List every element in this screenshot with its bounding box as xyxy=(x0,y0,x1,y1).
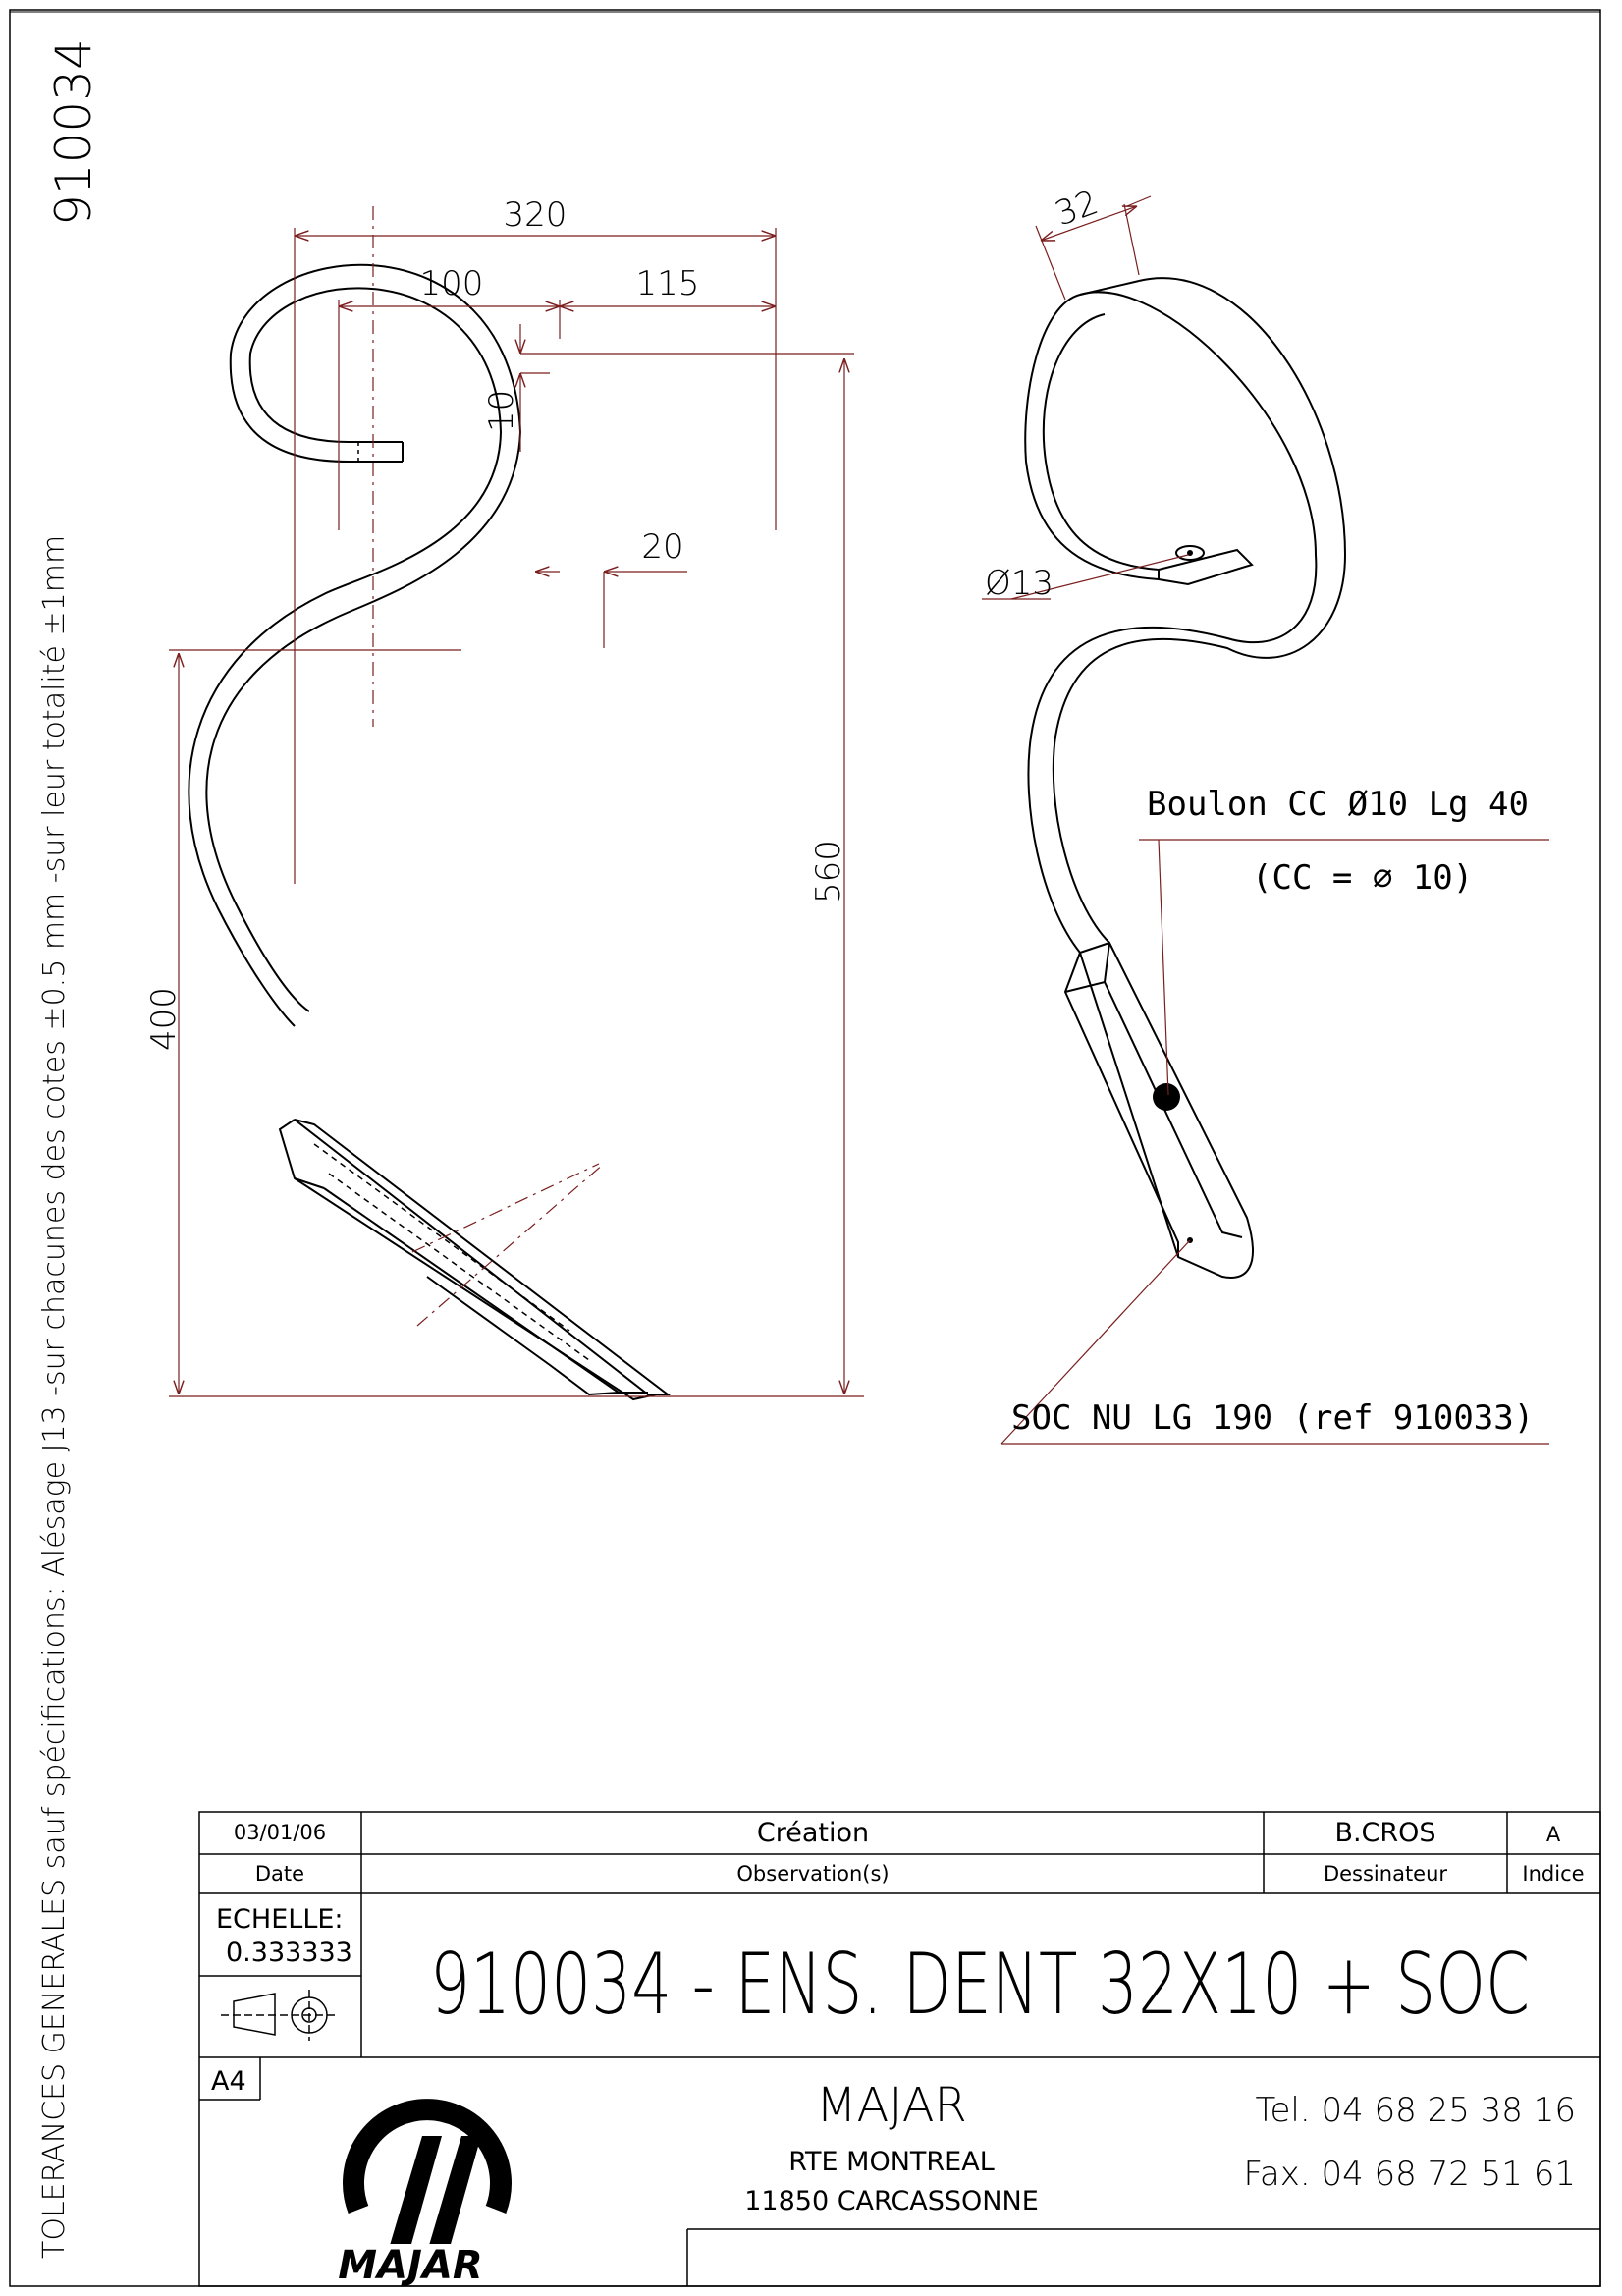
svg-text:TOLERANCES GENERALES sauf spéc: TOLERANCES GENERALES sauf spécifications: Alésage J13 -sur chacunes des cotes ±0.5 mm -sur leur totalité ±1mm xyxy=(37,534,72,2259)
share-callout: SOC NU LG 190 (ref 910033) xyxy=(1011,1398,1535,1438)
dim-32 xyxy=(1050,183,1103,234)
dim-560 xyxy=(809,840,848,903)
share-outline xyxy=(295,1120,668,1394)
bolt-detail-callout: (CC = ⌀ 10) xyxy=(1252,858,1474,898)
iso-hole-tab xyxy=(1159,550,1252,584)
address-line-1: RTE MONTREAL xyxy=(788,2147,995,2177)
iso-mid xyxy=(1028,292,1316,953)
address-line-2: 11850 CARCASSONNE xyxy=(744,2186,1039,2216)
dim-320: 320 xyxy=(503,195,568,235)
dim-10 xyxy=(482,390,521,432)
majar-logo xyxy=(304,2109,515,2288)
tine-inner-curve xyxy=(250,288,501,442)
observation-label: Observation(s) xyxy=(736,1862,890,1886)
svg-text:MAJAR: MAJAR xyxy=(338,2243,483,2288)
tine-inner-shank xyxy=(189,432,501,1026)
tine-outer-shank xyxy=(206,432,520,1011)
svg-text:10: 10 xyxy=(482,389,521,432)
iso-outer xyxy=(1054,278,1345,943)
index-label: Indice xyxy=(1522,1862,1585,1886)
date-label: Date xyxy=(254,1862,305,1886)
tine-elevation-view xyxy=(189,265,668,1399)
scale-label: ECHELLE: xyxy=(216,1904,344,1935)
dim-100: 100 xyxy=(419,264,484,303)
tolerances-note xyxy=(37,535,72,2259)
date-value: 03/01/06 xyxy=(233,1821,327,1844)
drawing-title: 910034 - ENS. DENT 32X10 + SOC xyxy=(430,1936,1530,2034)
designer-label: Dessinateur xyxy=(1323,1862,1448,1886)
dim-20: 20 xyxy=(641,527,684,567)
bolt-callout: Boulon CC Ø10 Lg 40 xyxy=(1147,785,1529,824)
dim-400 xyxy=(144,987,184,1051)
center-lines xyxy=(373,206,604,1326)
svg-text:910034: 910034 xyxy=(45,38,102,226)
paper-size: A4 xyxy=(211,2066,246,2097)
svg-text:560: 560 xyxy=(809,840,848,903)
designer-value: B.CROS xyxy=(1334,1818,1436,1848)
projection-symbol-icon xyxy=(221,1990,339,2041)
tine-isometric-view xyxy=(1025,278,1345,1278)
company-name: MAJAR xyxy=(816,2078,967,2133)
bolt-head xyxy=(1153,1083,1180,1111)
observation-value: Création xyxy=(756,1818,870,1848)
svg-text:32: 32 xyxy=(1050,183,1104,235)
iso-inner-loop xyxy=(1044,314,1159,570)
telephone: Tel. 04 68 25 38 16 xyxy=(1255,2091,1576,2130)
svg-text:400: 400 xyxy=(144,987,184,1051)
hole-callout: Ø13 xyxy=(985,564,1054,603)
scale-value: 0.333333 xyxy=(226,1938,352,1968)
drawing-number-side xyxy=(45,38,102,226)
dim-115: 115 xyxy=(635,264,700,303)
fax: Fax. 04 68 72 51 61 xyxy=(1243,2155,1576,2194)
index-value: A xyxy=(1545,1823,1561,1846)
